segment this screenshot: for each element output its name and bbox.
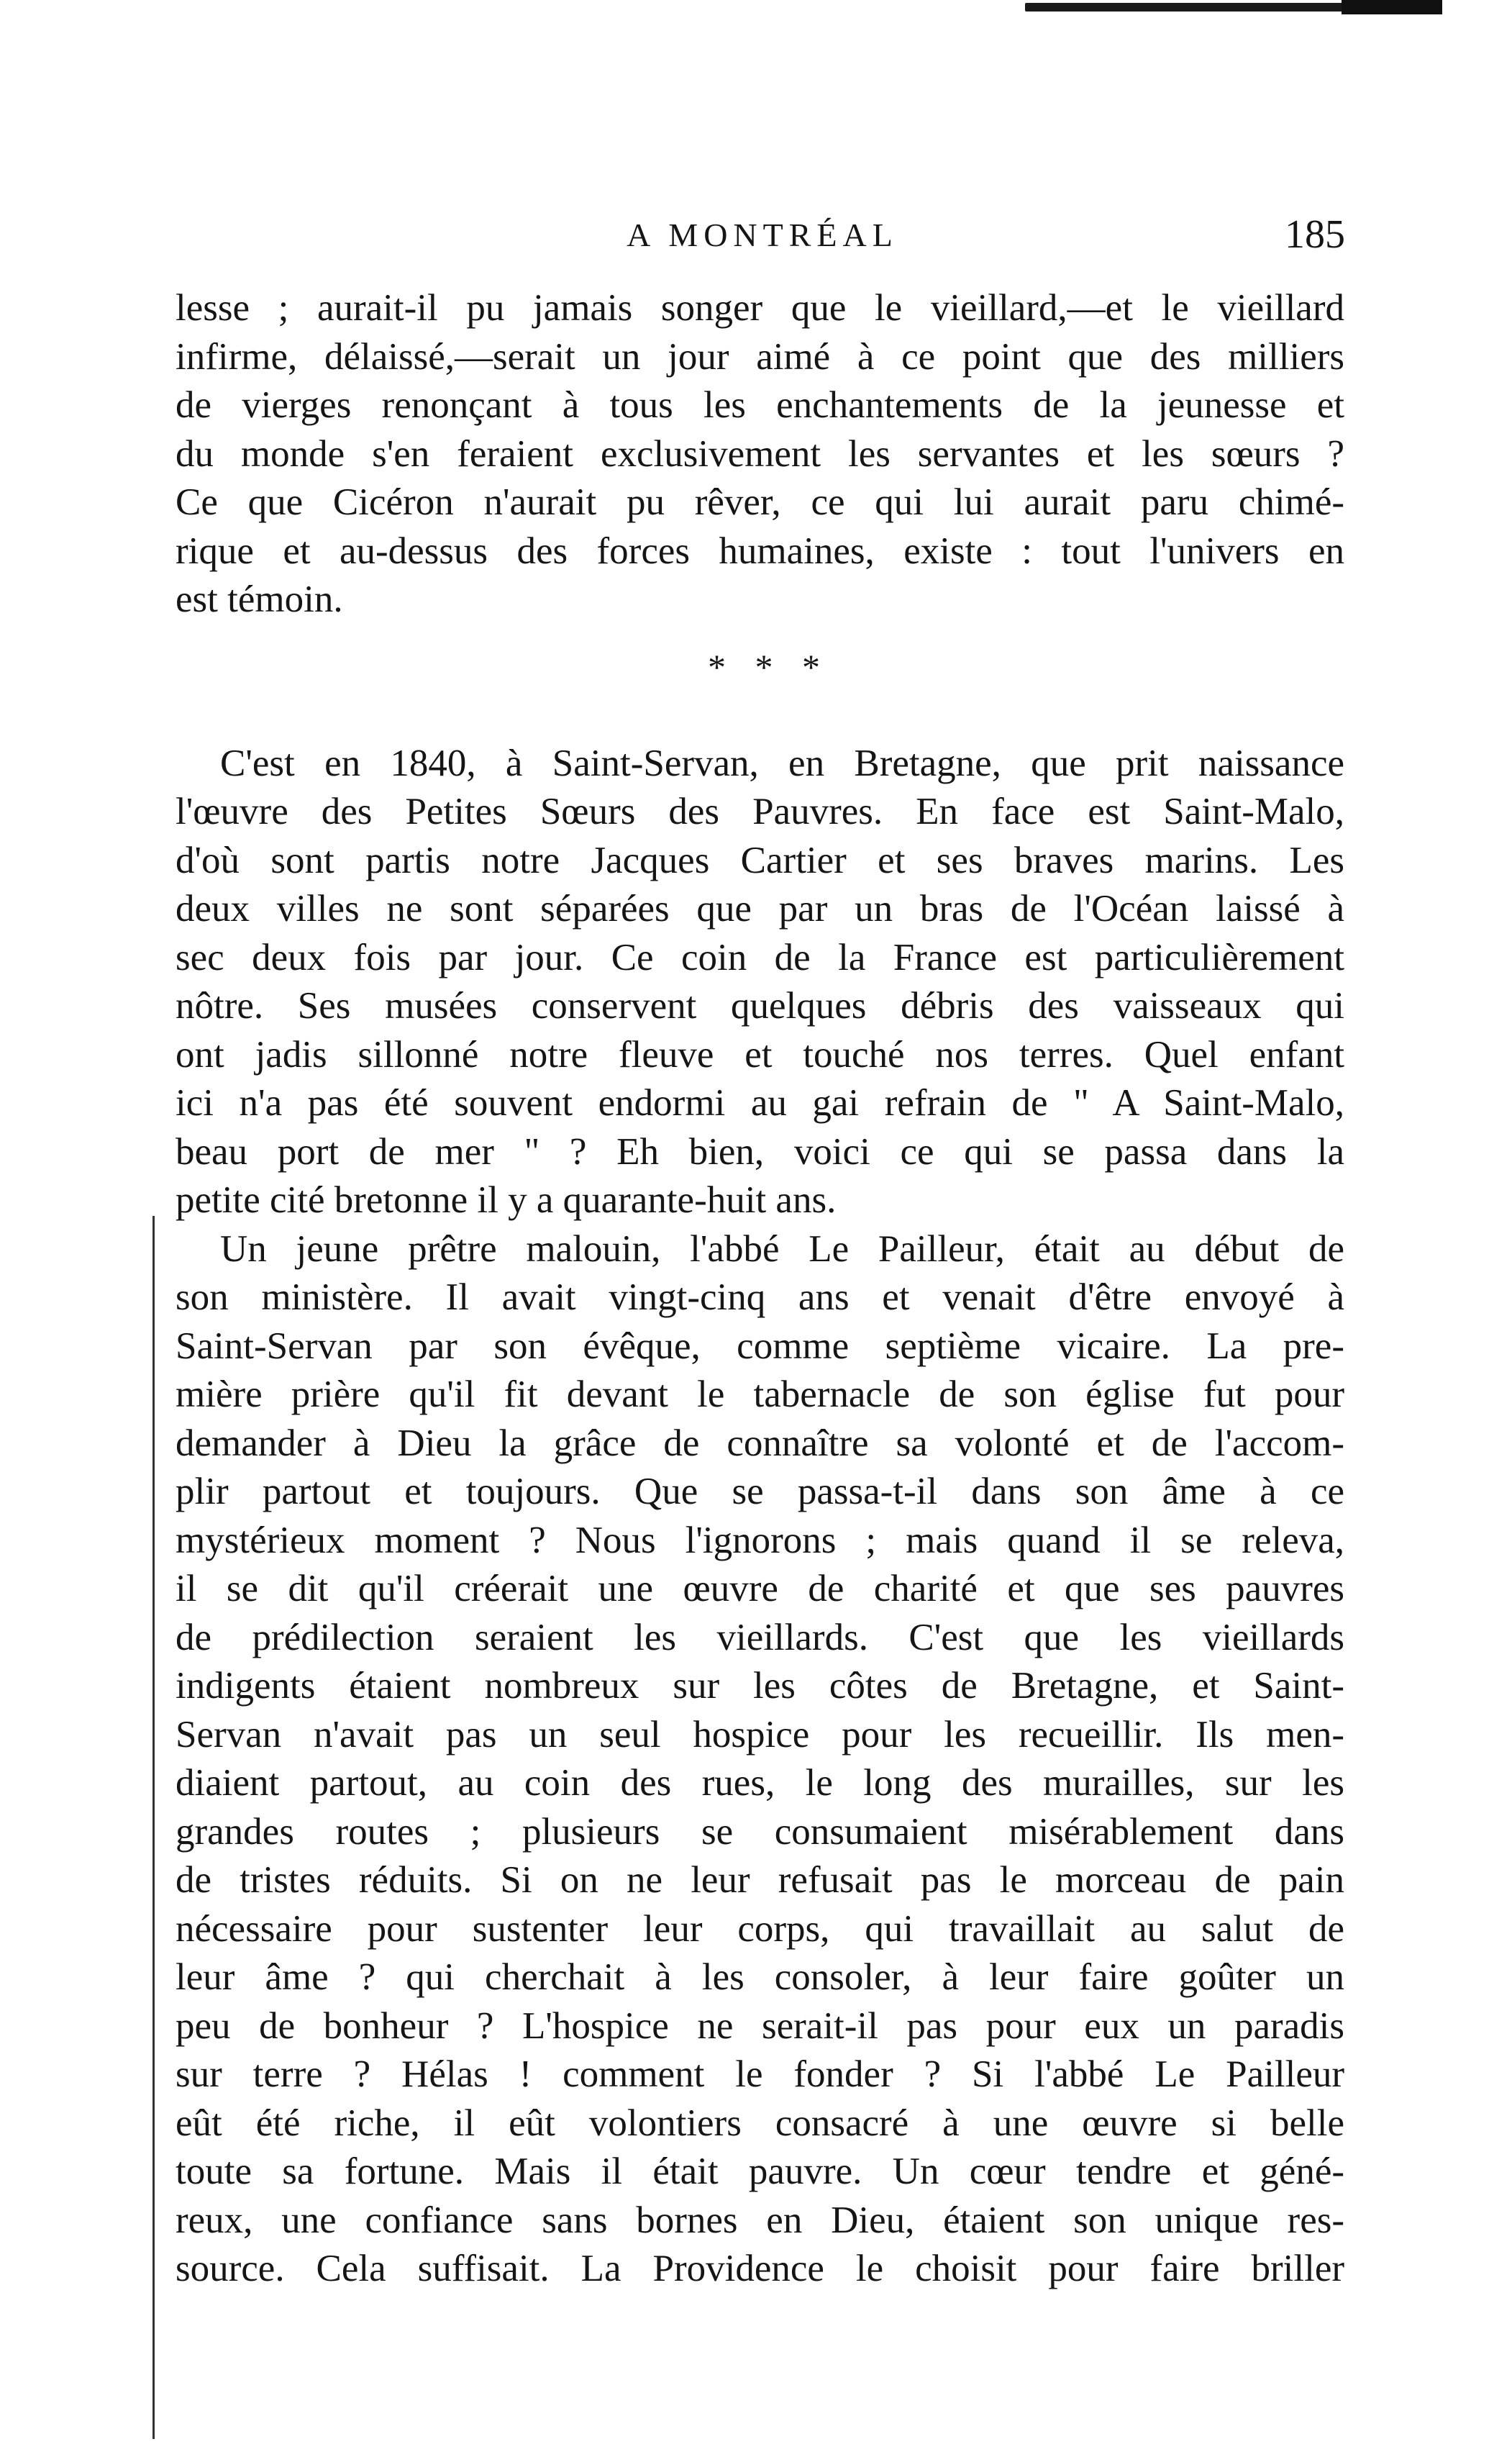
text-line: nécessaire pour sustenter leur corps, qui travaillait au salut de bbox=[176, 1907, 1344, 1950]
text-line: ici n'a pas été souvent endormi au gai refrain de " A Saint-Malo, bbox=[176, 1082, 1344, 1124]
text-line: du monde s'en feraient exclusivement les servantes et les sœurs ? bbox=[176, 432, 1344, 475]
running-head: A MONTRÉAL bbox=[627, 217, 898, 253]
text-line: eût été riche, il eût volontiers consacré à une œuvre si belle bbox=[176, 2102, 1344, 2144]
text-line: lesse ; aurait-il pu jamais songer que le vieillard,—et le vieillard bbox=[176, 287, 1344, 329]
text-line: il se dit qu'il créerait une œuvre de charité et que ses pauvres bbox=[176, 1568, 1344, 1609]
text-line: Un jeune prêtre malouin, l'abbé Le Pailleur, était au début de bbox=[220, 1227, 1344, 1270]
text-line: est témoin. bbox=[176, 578, 343, 620]
text-line: reux, une confiance sans bornes en Dieu, étaient son unique res- bbox=[176, 2199, 1344, 2241]
asterism-glyphs: * * * bbox=[708, 646, 830, 687]
text-line: sec deux fois par jour. Ce coin de la France est particulièrement bbox=[176, 936, 1344, 978]
text-line: C'est en 1840, à Saint-Servan, en Bretagne, que prit naissance bbox=[220, 742, 1344, 784]
text-line: source. Cela suffisait. La Providence le choisit pour faire briller bbox=[176, 2248, 1344, 2289]
text-line: d'où sont partis notre Jacques Cartier et ses braves marins. Les bbox=[176, 839, 1344, 881]
text-line: infirme, délaissé,—serait un jour aimé à ce point que des milliers bbox=[176, 335, 1344, 378]
page-header bbox=[180, 212, 1345, 273]
text-line: peu de bonheur ? L'hospice ne serait-il pas pour eux un paradis bbox=[176, 2004, 1344, 2047]
text-line: diaient partout, au coin des rues, le long des murailles, sur les bbox=[176, 1762, 1344, 1804]
text-line: beau port de mer " ? Eh bien, voici ce qui se passa dans la bbox=[176, 1130, 1344, 1173]
paragraph bbox=[176, 1225, 1344, 2294]
text-line: indigents étaient nombreux sur les côtes de Bretagne, et Saint- bbox=[176, 1665, 1344, 1707]
text-line: de tristes réduits. Si on ne leur refusait pas le morceau de pain bbox=[176, 1859, 1344, 1901]
top-scan-rule bbox=[1025, 3, 1442, 12]
text-line: Ce que Cicéron n'aurait pu rêver, ce qui lui aurait paru chimé- bbox=[176, 481, 1344, 523]
text-line: de prédilection seraient les vieillards. C'est que les vieillards bbox=[176, 1616, 1344, 1658]
text-line: grandes routes ; plusieurs se consumaient misérablement dans bbox=[176, 1810, 1344, 1853]
margin-line bbox=[152, 1216, 155, 2439]
section-break-asterism bbox=[176, 625, 1344, 740]
text-line: demander à Dieu la grâce de connaître sa volonté et de l'accom- bbox=[176, 1422, 1344, 1464]
text-line: nôtre. Ses musées conservent quelques débris des vaisseaux qui bbox=[176, 985, 1344, 1027]
text-line: leur âme ? qui cherchait à les consoler, à leur faire goûter un bbox=[176, 1956, 1344, 1998]
text-line: sur terre ? Hélas ! comment le fonder ? Si l'abbé Le Pailleur bbox=[176, 2053, 1344, 2095]
text-line: toute sa fortune. Mais il était pauvre. Un cœur tendre et géné- bbox=[176, 2151, 1344, 2192]
text-line: ont jadis sillonné notre fleuve et touché nos terres. Quel enfant bbox=[176, 1033, 1344, 1076]
text-line: mystérieux moment ? Nous l'ignorons ; mais quand il se releva, bbox=[176, 1519, 1344, 1561]
text-line: Servan n'avait pas un seul hospice pour les recueillir. Ils men- bbox=[176, 1713, 1344, 1756]
text-line: plir partout et toujours. Que se passa-t-il dans son âme à ce bbox=[176, 1471, 1344, 1512]
text-line: deux villes ne sont séparées que par un bras de l'Océan laissé à bbox=[176, 888, 1344, 930]
paragraph bbox=[176, 284, 1344, 625]
text-line: l'œuvre des Petites Sœurs des Pauvres. En face est Saint-Malo, bbox=[176, 791, 1344, 832]
text-line: Saint-Servan par son évêque, comme septième vicaire. La pre- bbox=[176, 1325, 1344, 1367]
text-line: petite cité bretonne il y a quarante-huit ans. bbox=[176, 1179, 837, 1221]
text-line: son ministère. Il avait vingt-cinq ans et venait d'être envoyé à bbox=[176, 1276, 1344, 1318]
body-text bbox=[176, 284, 1344, 2294]
text-line: de vierges renonçant à tous les enchantements de la jeunesse et bbox=[176, 384, 1344, 426]
paragraph bbox=[176, 740, 1344, 1225]
page-number: 185 bbox=[1285, 212, 1345, 257]
text-line: rique et au-dessus des forces humaines, existe : tout l'univers en bbox=[176, 530, 1344, 572]
text-line: mière prière qu'il fit devant le tabernacle de son église fut pour bbox=[176, 1373, 1344, 1415]
